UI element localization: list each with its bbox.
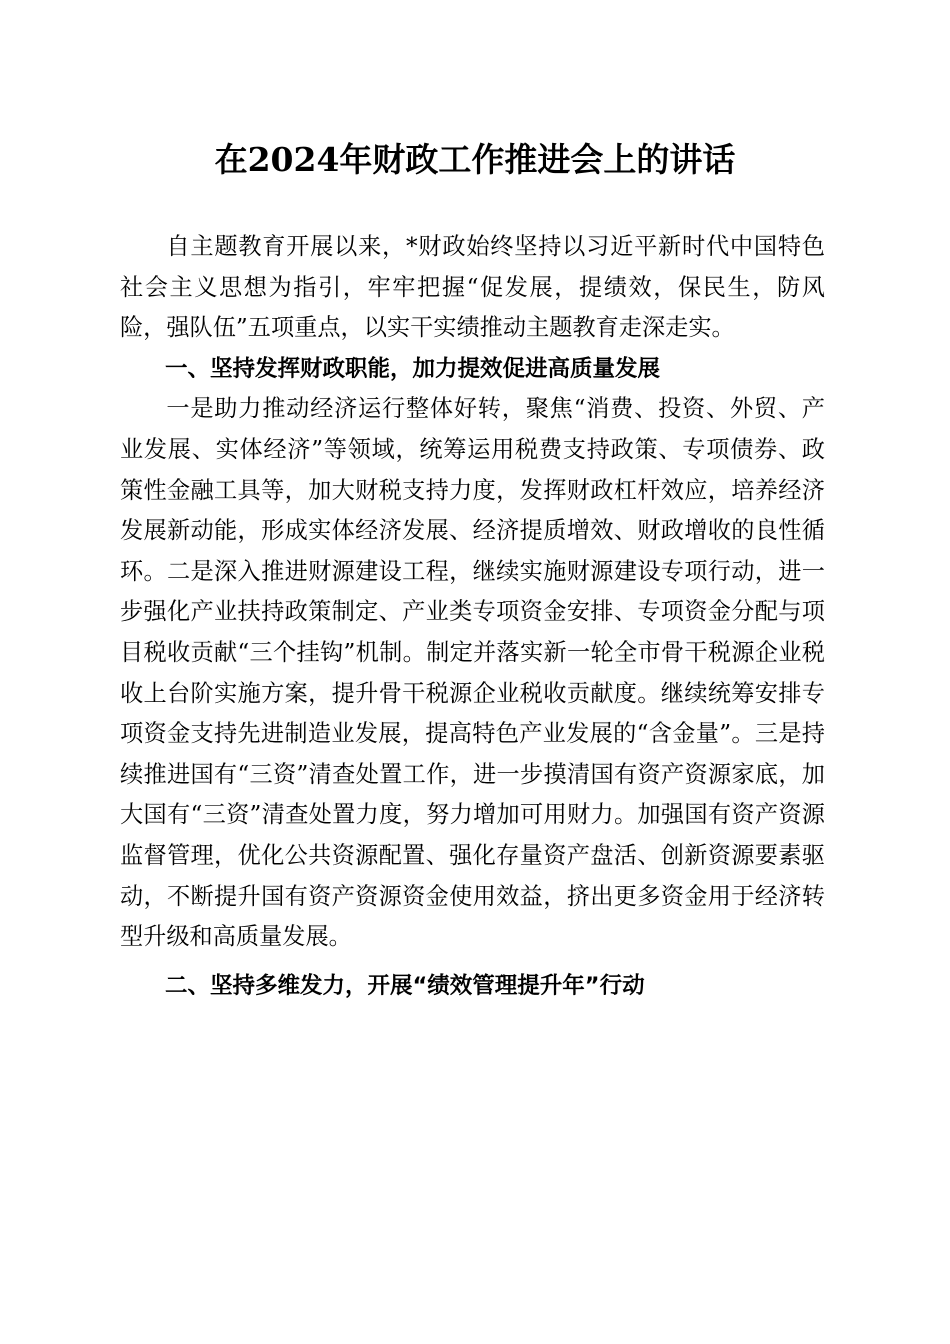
page-title: 在2024年财政工作推进会上的讲话 — [214, 140, 736, 179]
document-body — [120, 227, 825, 1006]
intro-paragraph: 自主题教育开展以来，*财政始终坚持以习近平新时代中国特色社会主义思想为指引，牢牢把握“促发展，提绩效，保民生，防风险，强队伍”五项重点，以实干实绩推动主题教育走深走实。 — [120, 233, 825, 342]
section-heading-2: 二、坚持多维发力，开展“绩效管理提升年”行动 — [165, 972, 645, 999]
section-heading-1: 一、坚持发挥财政职能，加力提效促进高质量发展 — [165, 355, 661, 382]
section-1-paragraph: 一是助力推动经济运行整体好转，聚焦“消费、投资、外贸、产业发展、实体经济”等领域，统筹运用税费支持政策、专项债券、政策性金融工具等，加大财税支持力度，发挥财政杠杆效应，培养经济发展新动能，形成实体经济发展、经济提质增效、财政增收的良性循环。二是深入推进财源建设工程，继续实施财源建设专项行动，进一步强化产业扶持政策制定、产业类专项资金安排、专项资金分配与项目税收贡献“三个挂钩”机制。制定并落实新一轮全市骨干税源企业税收上台阶实施方案，提升骨干税源企业税收贡献度。继续统筹安排专项资金支持先进制造业发展，提高特色产业发展的“含金量”。三是持续推进国有“三资”清查处置工作，进一步摸清国有资产资源家底，加大国有“三资”清查处置力度，努力增加可用财力。加强国有资产资源监督管理，优化公共资源配置、强化存量资产盘活、创新资源要素驱动，不断提升国有资产资源资金使用效益，挤出更多资金用于经济转型升级和高质量发展。 — [120, 395, 825, 951]
